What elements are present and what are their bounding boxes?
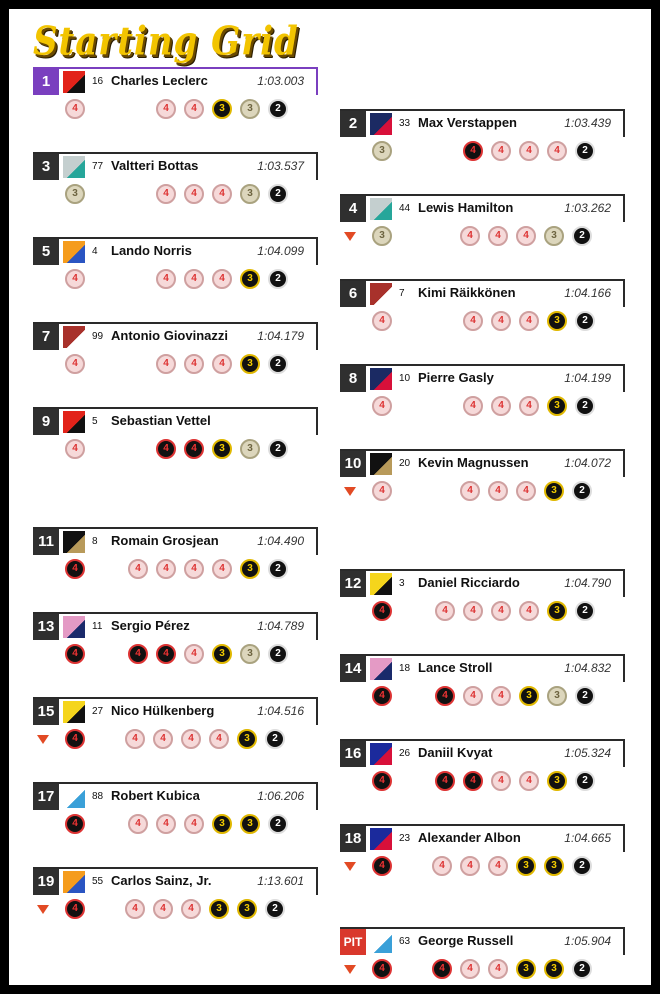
tyre-icon: 4 — [184, 99, 204, 119]
tyre-icon: 4 — [65, 439, 85, 459]
driver-name: Lando Norris — [111, 243, 192, 258]
car-number: 23 — [399, 833, 411, 844]
lap-time: 1:04.179 — [257, 329, 304, 343]
car-number: 8 — [92, 536, 98, 547]
lap-time: 1:05.904 — [564, 934, 611, 948]
team-livery-icon — [63, 156, 85, 178]
tyre-allocation — [340, 226, 625, 246]
tyre-icon: 4 — [435, 686, 455, 706]
tyre-icon: 4 — [212, 559, 232, 579]
tyre-allocation — [340, 686, 625, 706]
lap-time: 1:04.099 — [257, 244, 304, 258]
tyre-icon: 4 — [372, 771, 392, 791]
tyre-icon: 4 — [181, 729, 201, 749]
driver-header — [340, 449, 625, 477]
tyre-icon: 3 — [212, 814, 232, 834]
tyre-icon: 3 — [212, 99, 232, 119]
team-livery-icon — [63, 786, 85, 808]
grid-position: 5 — [33, 239, 59, 265]
team-livery-icon — [63, 616, 85, 638]
tyre-icon: 4 — [519, 396, 539, 416]
driver-header — [340, 927, 625, 955]
grid-entry — [33, 152, 318, 204]
driver-name: Romain Grosjean — [111, 533, 219, 548]
tyre-icon: 4 — [181, 899, 201, 919]
tyre-icon: 4 — [491, 311, 511, 331]
tyre-icon: 4 — [212, 354, 232, 374]
grid-position: 19 — [33, 869, 59, 895]
tyre-icon: 3 — [240, 644, 260, 664]
driver-name: Kevin Magnussen — [418, 455, 529, 470]
driver-name: Nico Hülkenberg — [111, 703, 215, 718]
car-number: 99 — [92, 331, 104, 342]
tyre-allocation — [33, 814, 318, 834]
tyre-icon: 4 — [460, 856, 480, 876]
tyre-icon: 4 — [491, 771, 511, 791]
tyre-icon: 4 — [209, 729, 229, 749]
grid-position: 9 — [33, 409, 59, 435]
tyre-icon: 3 — [547, 396, 567, 416]
lap-time: 1:13.601 — [257, 874, 304, 888]
grid-entry — [340, 449, 625, 501]
team-livery-icon — [370, 368, 392, 390]
driver-name: Lance Stroll — [418, 660, 493, 675]
grid-entry — [340, 109, 625, 161]
tyre-icon: 4 — [184, 559, 204, 579]
tyre-icon: 4 — [491, 686, 511, 706]
tyre-icon: 2 — [575, 686, 595, 706]
driver-header — [33, 407, 318, 435]
grid-entry — [33, 867, 318, 919]
driver-name: Carlos Sainz, Jr. — [111, 873, 212, 888]
tyre-allocation — [340, 959, 625, 979]
tyre-icon: 3 — [519, 686, 539, 706]
tyre-allocation — [33, 644, 318, 664]
tyre-icon: 3 — [516, 959, 536, 979]
tyre-icon: 4 — [156, 439, 176, 459]
tyre-icon: 3 — [240, 99, 260, 119]
tyre-icon: 4 — [128, 644, 148, 664]
team-livery-icon — [370, 573, 392, 595]
lap-time: 1:04.516 — [257, 704, 304, 718]
tyre-allocation — [33, 559, 318, 579]
lap-time: 1:03.003 — [257, 74, 304, 88]
car-number: 26 — [399, 748, 411, 759]
team-livery-icon — [370, 931, 392, 953]
driver-header — [340, 654, 625, 682]
driver-header — [33, 67, 318, 95]
tyre-icon: 4 — [65, 729, 85, 749]
tyre-icon: 4 — [463, 686, 483, 706]
driver-header — [33, 612, 318, 640]
tyre-icon: 4 — [432, 856, 452, 876]
tyre-icon: 3 — [547, 601, 567, 621]
grid-entry — [340, 279, 625, 331]
driver-name: Antonio Giovinazzi — [111, 328, 228, 343]
tyre-icon: 3 — [372, 141, 392, 161]
tyre-icon: 4 — [212, 184, 232, 204]
tyre-icon: 3 — [240, 354, 260, 374]
tyre-icon: 4 — [547, 141, 567, 161]
car-number: 5 — [92, 416, 98, 427]
tyre-icon: 3 — [240, 269, 260, 289]
tyre-allocation — [33, 184, 318, 204]
grid-position: 13 — [33, 614, 59, 640]
car-number: 16 — [92, 76, 104, 87]
tyre-icon: 4 — [184, 814, 204, 834]
tyre-icon: 2 — [265, 899, 285, 919]
tyre-allocation — [340, 141, 625, 161]
tyre-icon: 4 — [156, 99, 176, 119]
team-livery-icon — [63, 71, 85, 93]
tyre-icon: 4 — [184, 184, 204, 204]
grid-entry — [33, 527, 318, 579]
driver-header — [340, 739, 625, 767]
tyre-icon: 3 — [240, 814, 260, 834]
tyre-icon: 3 — [544, 959, 564, 979]
team-livery-icon — [63, 701, 85, 723]
tyre-allocation — [340, 856, 625, 876]
tyre-icon: 4 — [519, 601, 539, 621]
tyre-icon: 3 — [547, 771, 567, 791]
driver-name: Robert Kubica — [111, 788, 200, 803]
tyre-icon: 4 — [463, 601, 483, 621]
tyre-icon: 4 — [372, 959, 392, 979]
tyre-icon: 4 — [65, 354, 85, 374]
grid-position: PIT — [340, 929, 366, 955]
tyre-icon: 3 — [240, 184, 260, 204]
lap-time: 1:04.072 — [564, 456, 611, 470]
team-livery-icon — [370, 743, 392, 765]
tyre-icon: 2 — [575, 396, 595, 416]
tyre-icon: 4 — [372, 601, 392, 621]
tyre-icon: 4 — [184, 354, 204, 374]
grid-position: 17 — [33, 784, 59, 810]
driver-header — [33, 237, 318, 265]
team-livery-icon — [63, 326, 85, 348]
tyre-icon: 3 — [547, 311, 567, 331]
grid-position: 3 — [33, 154, 59, 180]
tyre-icon: 3 — [237, 899, 257, 919]
driver-name: Daniel Ricciardo — [418, 575, 520, 590]
tyre-icon: 2 — [268, 354, 288, 374]
lap-time: 1:04.790 — [564, 576, 611, 590]
car-number: 11 — [92, 621, 103, 632]
car-number: 3 — [399, 578, 405, 589]
grid-position: 16 — [340, 741, 366, 767]
tyre-icon: 2 — [265, 729, 285, 749]
tyre-icon: 4 — [432, 959, 452, 979]
team-livery-icon — [370, 283, 392, 305]
driver-name: Sergio Pérez — [111, 618, 190, 633]
tyre-allocation — [340, 481, 625, 501]
driver-header — [340, 569, 625, 597]
tyre-allocation — [33, 99, 318, 119]
lap-time: 1:06.206 — [257, 789, 304, 803]
tyre-icon: 3 — [237, 729, 257, 749]
grid-entry — [33, 407, 318, 459]
tyre-icon: 2 — [575, 771, 595, 791]
driver-header — [33, 152, 318, 180]
grid-entry — [33, 237, 318, 289]
driver-name: Pierre Gasly — [418, 370, 494, 385]
tyre-icon: 3 — [544, 481, 564, 501]
driver-header — [33, 527, 318, 555]
tyre-icon: 4 — [435, 601, 455, 621]
tyre-icon: 3 — [544, 226, 564, 246]
tyre-allocation — [33, 729, 318, 749]
grid-entry — [340, 194, 625, 246]
tyre-icon: 3 — [240, 439, 260, 459]
tyre-icon: 2 — [575, 311, 595, 331]
tyre-icon: 3 — [209, 899, 229, 919]
car-number: 20 — [399, 458, 411, 469]
tyre-icon: 3 — [240, 559, 260, 579]
tyre-icon: 4 — [460, 481, 480, 501]
grid-entry — [33, 612, 318, 664]
team-livery-icon — [63, 531, 85, 553]
grid-entry — [340, 927, 625, 979]
tyre-icon: 4 — [372, 311, 392, 331]
lap-time: 1:05.324 — [564, 746, 611, 760]
lap-time: 1:04.166 — [564, 286, 611, 300]
driver-name: Sebastian Vettel — [111, 413, 211, 428]
grid-position: 15 — [33, 699, 59, 725]
tyre-icon: 2 — [572, 959, 592, 979]
tyre-icon: 4 — [488, 856, 508, 876]
tyre-icon: 3 — [212, 439, 232, 459]
tyre-icon: 4 — [184, 439, 204, 459]
tyre-icon: 2 — [268, 644, 288, 664]
tyre-allocation — [340, 601, 625, 621]
tyre-icon: 3 — [544, 856, 564, 876]
tyre-icon: 4 — [372, 686, 392, 706]
lap-time: 1:04.789 — [257, 619, 304, 633]
tyre-icon: 2 — [572, 856, 592, 876]
driver-name: Kimi Räikkönen — [418, 285, 516, 300]
tyre-icon: 4 — [212, 269, 232, 289]
tyre-icon: 4 — [491, 396, 511, 416]
grid-position: 8 — [340, 366, 366, 392]
tyre-allocation — [33, 354, 318, 374]
car-number: 18 — [399, 663, 411, 674]
team-livery-icon — [63, 411, 85, 433]
tyre-icon: 4 — [372, 856, 392, 876]
tyre-icon: 4 — [463, 771, 483, 791]
tyre-icon: 4 — [65, 814, 85, 834]
tyre-allocation — [33, 269, 318, 289]
grid-position: 7 — [33, 324, 59, 350]
tyre-icon: 4 — [519, 771, 539, 791]
tyre-icon: 4 — [463, 141, 483, 161]
driver-header — [340, 279, 625, 307]
tyre-icon: 4 — [516, 226, 536, 246]
driver-header — [340, 824, 625, 852]
tyre-icon: 4 — [65, 99, 85, 119]
car-number: 77 — [92, 161, 104, 172]
tyre-icon: 2 — [575, 141, 595, 161]
tyre-icon: 4 — [491, 141, 511, 161]
lap-time: 1:04.490 — [257, 534, 304, 548]
team-livery-icon — [63, 871, 85, 893]
tyre-icon: 4 — [435, 771, 455, 791]
grid-page — [9, 9, 651, 985]
tyre-icon: 2 — [268, 559, 288, 579]
tyre-icon: 4 — [156, 814, 176, 834]
tyre-icon: 4 — [156, 644, 176, 664]
tyre-icon: 4 — [519, 311, 539, 331]
tyre-icon: 2 — [268, 184, 288, 204]
tyre-icon: 2 — [268, 814, 288, 834]
tyre-icon: 4 — [65, 644, 85, 664]
car-number: 63 — [399, 936, 411, 947]
tyre-icon: 4 — [153, 729, 173, 749]
tyre-icon: 2 — [268, 269, 288, 289]
page-title: Starting Grid — [33, 19, 299, 65]
lap-time: 1:03.262 — [564, 201, 611, 215]
grid-position: 14 — [340, 656, 366, 682]
tyre-icon: 4 — [125, 899, 145, 919]
tyre-icon: 4 — [65, 899, 85, 919]
tyre-icon: 2 — [268, 99, 288, 119]
driver-name: Daniil Kvyat — [418, 745, 493, 760]
tyre-icon: 4 — [65, 269, 85, 289]
tyre-icon: 2 — [572, 226, 592, 246]
car-number: 7 — [399, 288, 405, 299]
tyre-icon: 3 — [212, 644, 232, 664]
grid-position: 18 — [340, 826, 366, 852]
grid-position: 4 — [340, 196, 366, 222]
lap-time: 1:03.537 — [257, 159, 304, 173]
driver-name: Valtteri Bottas — [111, 158, 199, 173]
tyre-icon: 4 — [463, 311, 483, 331]
lap-time: 1:04.832 — [564, 661, 611, 675]
car-number: 10 — [399, 373, 411, 384]
tyre-icon: 4 — [128, 814, 148, 834]
grid-entry — [340, 739, 625, 791]
tyre-icon: 4 — [156, 269, 176, 289]
car-number: 33 — [399, 118, 411, 129]
tyre-icon: 4 — [65, 559, 85, 579]
grid-position: 10 — [340, 451, 366, 477]
tyre-icon: 4 — [184, 644, 204, 664]
driver-name: Alexander Albon — [418, 830, 521, 845]
lap-time: 1:04.199 — [564, 371, 611, 385]
tyre-allocation — [33, 439, 318, 459]
tyre-allocation — [340, 396, 625, 416]
grid-entry — [33, 697, 318, 749]
tyre-icon: 3 — [65, 184, 85, 204]
car-number: 27 — [92, 706, 104, 717]
grid-entry — [340, 824, 625, 876]
tyre-icon: 2 — [268, 439, 288, 459]
driver-header — [33, 867, 318, 895]
tyre-icon: 4 — [488, 226, 508, 246]
grid-position: 11 — [33, 529, 59, 555]
team-livery-icon — [370, 828, 392, 850]
team-livery-icon — [370, 198, 392, 220]
car-number: 44 — [399, 203, 411, 214]
tyre-icon: 4 — [372, 396, 392, 416]
driver-name: Lewis Hamilton — [418, 200, 514, 215]
tyre-icon: 4 — [519, 141, 539, 161]
team-livery-icon — [370, 658, 392, 680]
tyre-icon: 4 — [156, 559, 176, 579]
grid-entry — [340, 364, 625, 416]
tyre-icon: 4 — [488, 959, 508, 979]
tyre-icon: 2 — [575, 601, 595, 621]
grid-entry — [33, 782, 318, 834]
tyre-icon: 3 — [547, 686, 567, 706]
tyre-icon: 4 — [463, 396, 483, 416]
car-number: 4 — [92, 246, 98, 257]
driver-name: George Russell — [418, 933, 514, 948]
tyre-allocation — [340, 771, 625, 791]
tyre-icon: 4 — [460, 226, 480, 246]
driver-header — [33, 322, 318, 350]
tyre-icon: 4 — [516, 481, 536, 501]
tyre-icon: 3 — [372, 226, 392, 246]
grid-entry — [33, 322, 318, 374]
car-number: 88 — [92, 791, 104, 802]
driver-header — [340, 109, 625, 137]
tyre-icon: 4 — [128, 559, 148, 579]
tyre-icon: 4 — [488, 481, 508, 501]
tyre-icon: 4 — [156, 354, 176, 374]
grid-entry — [33, 67, 318, 119]
lap-time: 1:04.665 — [564, 831, 611, 845]
tyre-icon: 4 — [153, 899, 173, 919]
tyre-icon: 2 — [572, 481, 592, 501]
grid-position: 6 — [340, 281, 366, 307]
grid-position: 12 — [340, 571, 366, 597]
driver-header — [33, 697, 318, 725]
grid-entry — [340, 654, 625, 706]
team-livery-icon — [370, 113, 392, 135]
tyre-icon: 4 — [125, 729, 145, 749]
driver-name: Charles Leclerc — [111, 73, 208, 88]
tyre-icon: 4 — [460, 959, 480, 979]
driver-name: Max Verstappen — [418, 115, 517, 130]
grid-position: 1 — [33, 69, 59, 95]
tyre-icon: 4 — [372, 481, 392, 501]
grid-position: 2 — [340, 111, 366, 137]
tyre-icon: 3 — [516, 856, 536, 876]
driver-header — [340, 364, 625, 392]
car-number: 55 — [92, 876, 104, 887]
grid-entry — [340, 569, 625, 621]
driver-header — [340, 194, 625, 222]
tyre-icon: 4 — [156, 184, 176, 204]
team-livery-icon — [63, 241, 85, 263]
driver-header — [33, 782, 318, 810]
tyre-allocation — [340, 311, 625, 331]
tyre-allocation — [33, 899, 318, 919]
team-livery-icon — [370, 453, 392, 475]
lap-time: 1:03.439 — [564, 116, 611, 130]
tyre-icon: 4 — [184, 269, 204, 289]
tyre-icon: 4 — [491, 601, 511, 621]
